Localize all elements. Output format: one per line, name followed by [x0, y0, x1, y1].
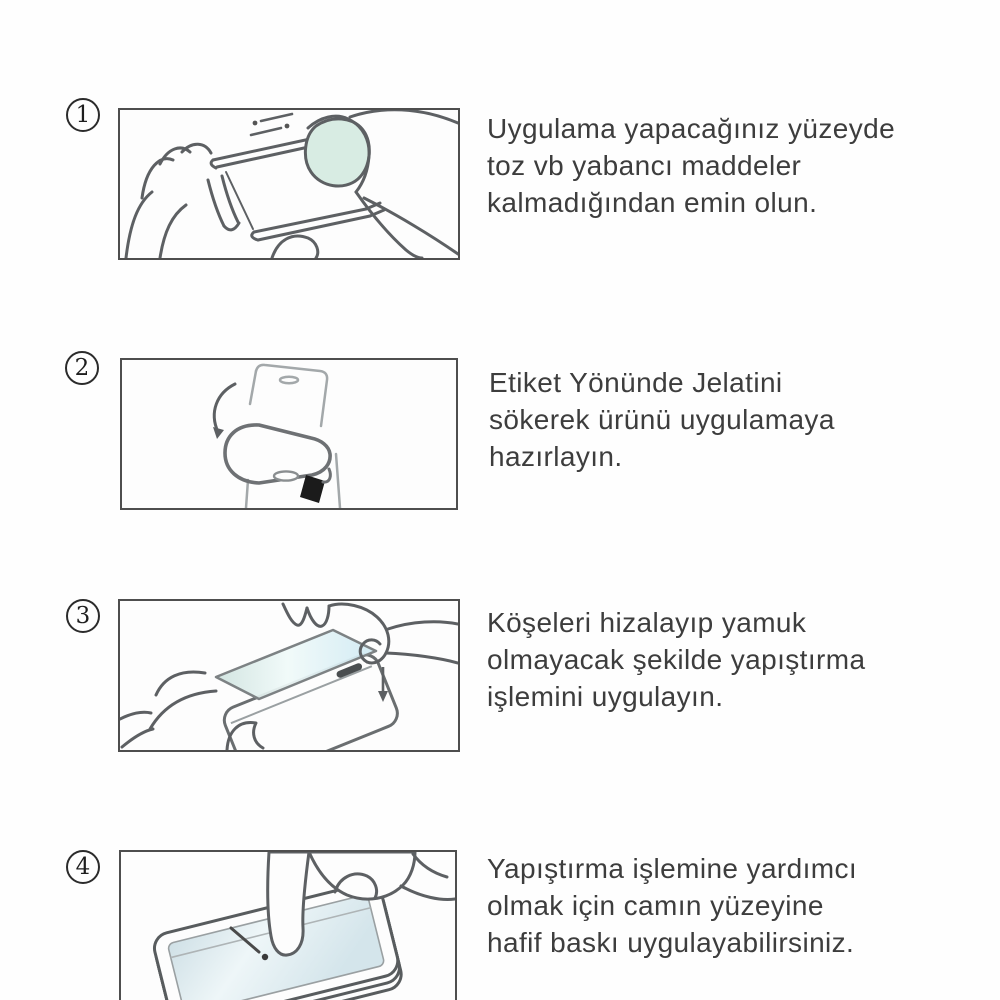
instruction-line: Köşeleri hizalayıp yamuk — [487, 607, 807, 638]
film-peeling-illustration — [122, 360, 456, 508]
instruction-line: hafif baskı uygulayabilirsiniz. — [487, 927, 855, 958]
curved-arrow-icon — [213, 384, 235, 439]
instruction-line: toz vb yabancı maddeler — [487, 150, 802, 181]
instruction-line: Uygulama yapacağınız yüzeyde — [487, 113, 896, 144]
illustration-frame — [118, 599, 460, 752]
glass-aligning-illustration — [120, 601, 458, 750]
instruction-line: sökerek ürünü uygulamaya — [489, 404, 835, 435]
step-caption — [487, 850, 967, 961]
step-number-badge: 2 — [65, 351, 99, 385]
press-screen-illustration — [121, 852, 455, 1000]
step-caption — [489, 364, 969, 475]
instruction-line: Yapıştırma işlemine yardımcı — [487, 853, 858, 884]
illustration-frame — [118, 108, 460, 260]
phone-wiping-illustration — [120, 110, 458, 258]
instruction-line: olmak için camın yüzeyine — [487, 890, 824, 921]
illustration-frame — [120, 358, 458, 510]
speaker-slot — [274, 471, 298, 480]
step-number-badge: 1 — [66, 98, 100, 132]
instruction-line: kalmadığından emin olun. — [487, 187, 818, 218]
step-caption — [487, 110, 967, 221]
step-number-badge: 3 — [66, 599, 100, 633]
step-number-badge: 4 — [66, 850, 100, 884]
step-caption — [487, 604, 967, 715]
phone-outline — [246, 365, 340, 508]
instruction-line: Etiket Yönünde Jelatini — [489, 367, 783, 398]
instruction-line: hazırlayın. — [489, 441, 623, 472]
instruction-line: olmayacak şekilde yapıştırma — [487, 644, 866, 675]
pull-tab — [300, 475, 325, 503]
illustration-frame — [119, 850, 457, 1000]
instruction-line: işlemini uygulayın. — [487, 681, 724, 712]
